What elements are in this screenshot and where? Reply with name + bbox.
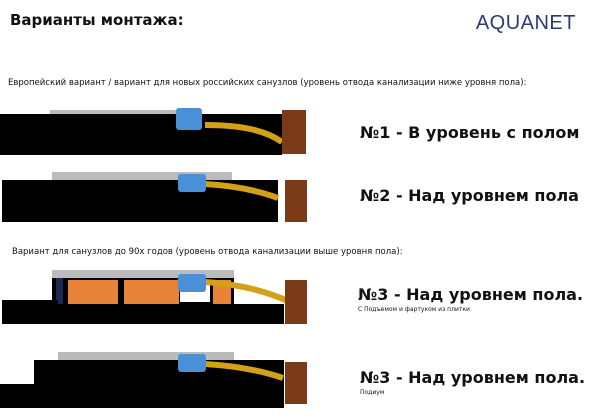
diagram-option-2 <box>0 168 310 226</box>
option-3-label: №3 - Над уровнем пола. <box>358 285 584 304</box>
section-european-caption: Европейский вариант / вариант для новых российских санузлов (уровень отвода канализации ниже уровня пола): <box>8 78 527 88</box>
option-2-label: №2 - Над уровнем пола <box>360 186 579 205</box>
option-4-label: №3 - Над уровнем пола. <box>360 368 586 387</box>
option-3-note: С Подъемом и фартуком из плитки <box>358 306 470 313</box>
brand-logo: AQUANET <box>475 12 576 34</box>
diagram-option-4 <box>0 348 310 408</box>
diagram-option-1 <box>0 100 310 155</box>
option-1-label: №1 - В уровень с полом <box>360 123 580 142</box>
page-title: Варианты монтажа: <box>10 11 184 29</box>
diagram-option-3 <box>0 266 310 326</box>
section-old-caption: Вариант для санузлов до 90х годов (уровень отвода канализации выше уровня пола): <box>12 247 403 257</box>
option-4-note: Подиум <box>360 389 385 396</box>
